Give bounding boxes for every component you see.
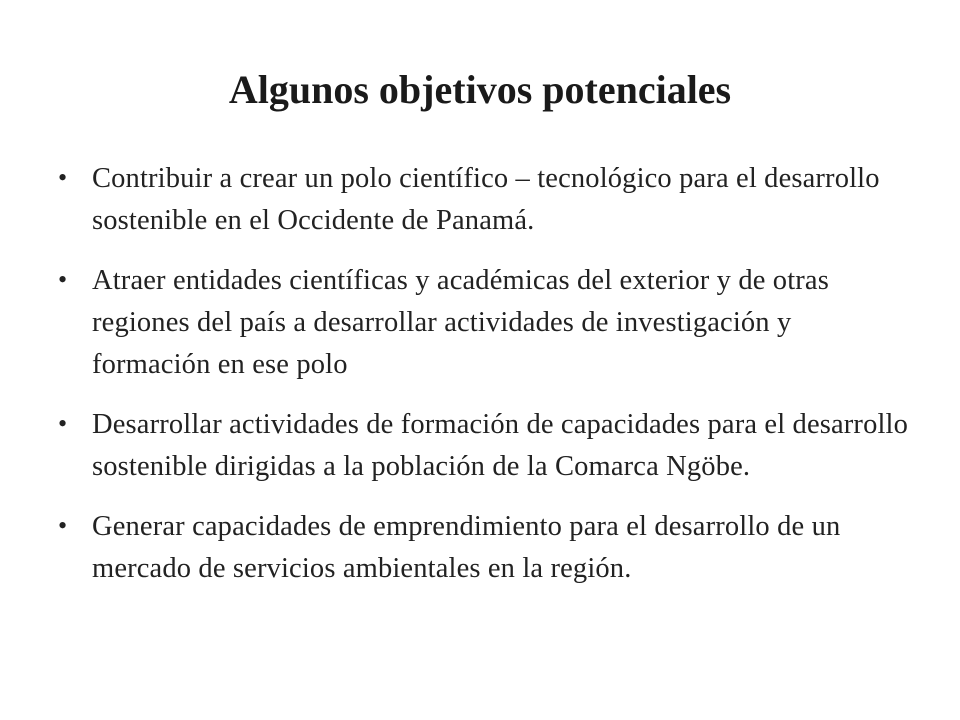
- bullet-text: Contribuir a crear un polo científico – tecnológico para el desarrollo sostenible en el Occidente de Panamá.: [92, 163, 880, 236]
- bullet-icon: •: [58, 511, 68, 540]
- bullet-text: Desarrollar actividades de formación de capacidades para el desarrollo sostenible dirigidas a la población de la Comarca Ngöbe.: [92, 409, 909, 482]
- bullet-item: [55, 506, 915, 590]
- bullet-item: [55, 404, 915, 488]
- bullet-text: Generar capacidades de emprendimiento para el desarrollo de un mercado de servicios ambientales en la región.: [92, 511, 841, 584]
- bullet-list: [55, 158, 915, 608]
- slide-title: Algunos objetivos potenciales: [228, 67, 732, 112]
- bullet-text: Atraer entidades científicas y académicas del exterior y de otras regiones del país a desarrollar actividades de investigación y formación en ese polo: [92, 265, 829, 380]
- bullet-icon: •: [58, 409, 68, 438]
- bullet-icon: •: [58, 265, 68, 294]
- bullet-item: [55, 260, 915, 386]
- bullet-icon: •: [58, 163, 68, 192]
- bullet-item: [55, 158, 915, 242]
